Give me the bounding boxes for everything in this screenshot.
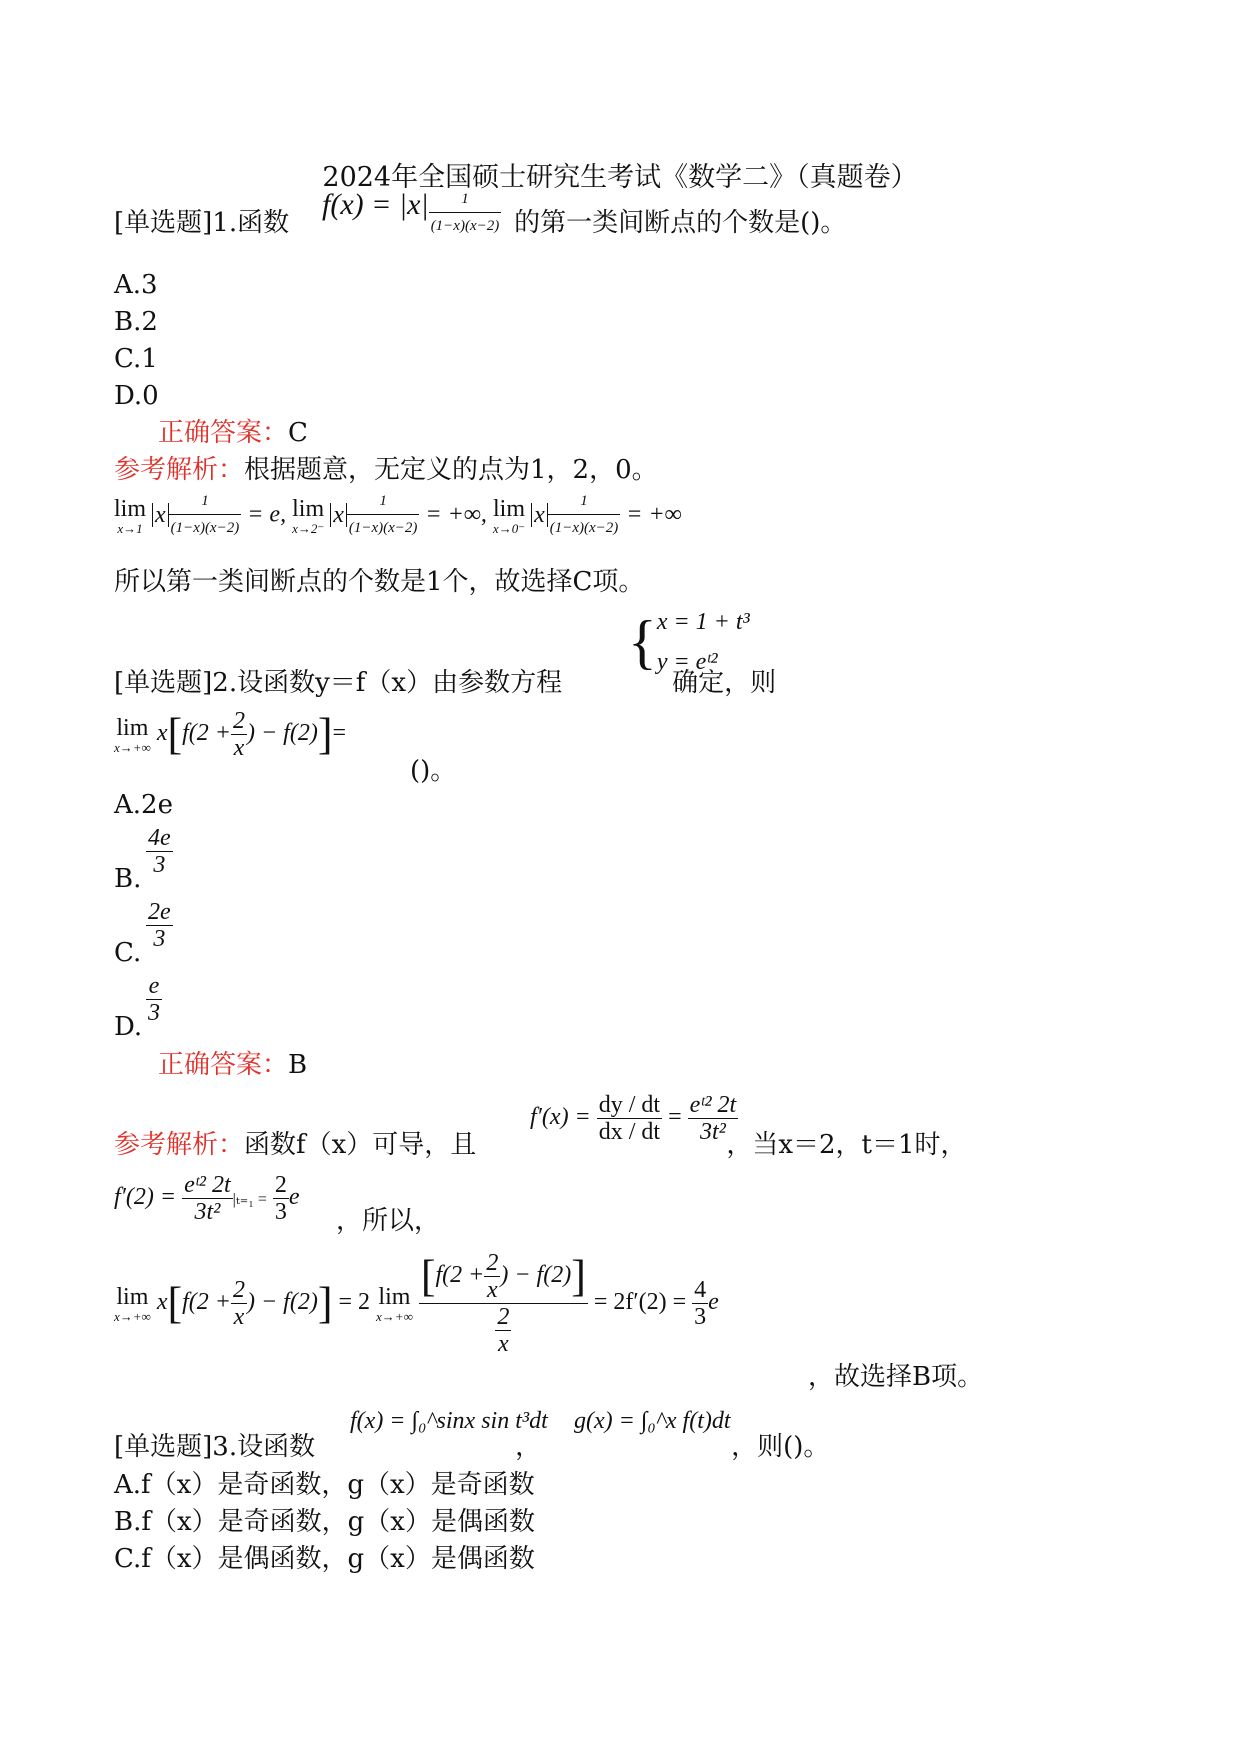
q2-option-b: B. xyxy=(114,864,142,894)
q3-g-definition: g(x) = ∫₀^x f(t)dt xyxy=(574,1408,731,1434)
q1-option-d: D.0 xyxy=(114,381,159,411)
answer-label: 正确答案： xyxy=(158,418,289,448)
q3-option-c: C.f（x）是偶函数，g（x）是偶函数 xyxy=(114,1544,535,1574)
q2-option-d: D. xyxy=(114,1012,143,1042)
q1-option-a: A.3 xyxy=(114,270,158,300)
q3-stem: [单选题]3.设函数 ， ，则()。 xyxy=(114,1432,830,1462)
q2-option-d-frac: $\frac{e}{3}$ xyxy=(148,973,160,1026)
analysis-label: 参考解析： xyxy=(114,1130,245,1160)
q1-conclusion: 所以第一类间断点的个数是1个，故选择C项。 xyxy=(114,567,645,597)
q3-f-definition: f(x) = ∫₀^sinx sin t³dt xyxy=(350,1408,548,1434)
q3-option-a: A.f（x）是奇函数，g（x）是奇函数 xyxy=(114,1470,535,1500)
q1-option-b: B.2 xyxy=(114,307,158,337)
q1-answer: 正确答案：C xyxy=(158,418,308,448)
q1-prefix: [单选题]1.函数 xyxy=(114,208,290,238)
q2-final-derivation: lim x→+∞ x[f(2 + $\frac{2}{x}$ ) − f(2)] = 2 lim x→+∞ [f(2 + $\frac{2}{x}$ ) − f(2)] $\frac{2}{x}$ = 2f′(2) = $\frac{4}{3}$ e xyxy=(114,1250,719,1357)
q3-prefix: [单选题]3.设函数 xyxy=(114,1432,316,1462)
q2-option-c: C. xyxy=(114,938,142,968)
q2-option-a: A.2e xyxy=(114,790,173,820)
page-title: 2024年全国硕士研究生考试《数学二》（真题卷） xyxy=(322,162,918,193)
q1-option-c: C.1 xyxy=(114,344,158,374)
q1-analysis: 参考解析：根据题意，无定义的点为1，2，0。 xyxy=(114,455,658,485)
q2-param-system: { x = 1 + t³ y = eᵗ² xyxy=(628,609,750,675)
q2-option-c-frac: $\frac{2e}{3}$ xyxy=(148,899,171,952)
q2-suffix: 确定，则 xyxy=(672,668,777,698)
q2-stem xyxy=(114,668,776,698)
q1-formula: f(x) = |x| $\frac{1}{(1-x)(x-2)}$ xyxy=(322,188,500,234)
q2-f2-value: f′(2) = $\frac{\text{eᵗ² 2t}}{\text{3t²}}$ |ₜ₌₁ = $\frac{2}{3}$ e xyxy=(114,1172,300,1225)
q1-suffix: 的第一类间断点的个数是()。 xyxy=(514,208,847,238)
q2-limit-expr: lim x→+∞ x[f(2 + $\frac{2}{x}$ ) − f(2)]= xyxy=(114,708,347,761)
q1-limits: lim x→1 x $\frac{1}{(1-x)(x-2)}$ = e, lim x→2⁻ x $\frac{1}{(1-x)(x-2)}$ = +∞, lim x→0⁻ x $\frac{1}{(1-x)(x-2)}$ = +∞ xyxy=(114,496,682,541)
answer-label: 正确答案： xyxy=(158,1050,289,1080)
q2-derivative: f′(x) = $\frac{dy / dt}{dx / dt}$ = $\frac{\text{eᵗ² 2t}}{\text{3t²}}$ xyxy=(530,1092,737,1145)
q2-prefix: [单选题]2.设函数y＝f（x）由参数方程 xyxy=(114,668,563,698)
q2-analysis: 参考解析：函数f（x）可导，且 ，当x＝2，t＝1时， xyxy=(114,1130,967,1160)
q2-option-b-frac: $\frac{4e}{3}$ xyxy=(148,825,171,878)
q3-suffix: ，则()。 xyxy=(731,1432,830,1462)
q2-so: ，所以， xyxy=(336,1206,441,1236)
q2-answer: 正确答案：B xyxy=(158,1050,308,1080)
q2-conclusion: ，故选择B项。 xyxy=(808,1362,984,1392)
analysis-label: 参考解析： xyxy=(114,455,245,485)
q2-blank: ()。 xyxy=(410,756,457,786)
q3-option-b: B.f（x）是奇函数，g（x）是偶函数 xyxy=(114,1507,535,1537)
